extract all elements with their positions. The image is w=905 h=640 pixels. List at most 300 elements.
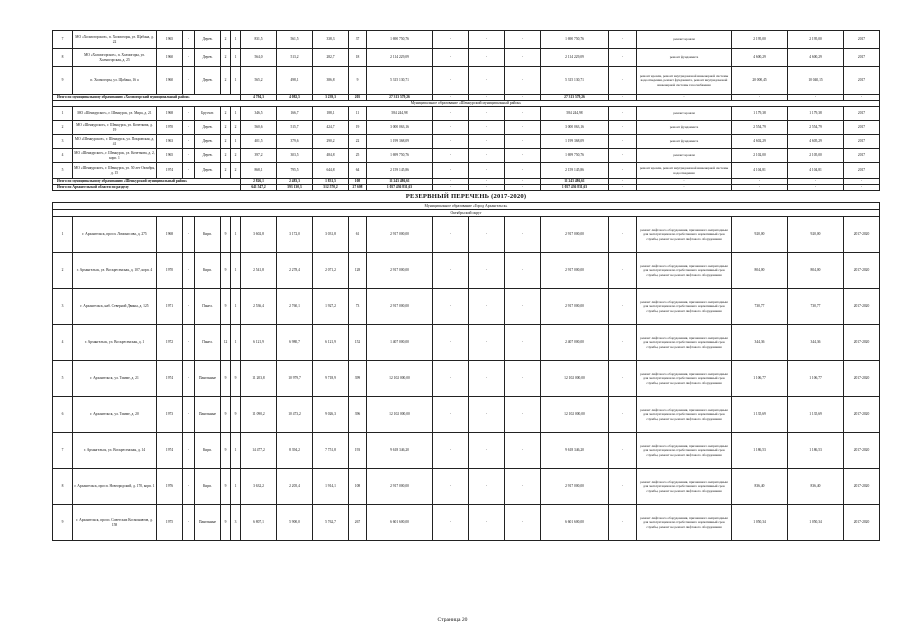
cell-entrances: 2 xyxy=(231,149,241,163)
cell-repair-year: 2017-2020 xyxy=(844,253,880,289)
okrug-title: Октябрьский округ xyxy=(53,210,880,217)
cell-owned-area: 2 071,2 xyxy=(313,253,349,289)
cell-work-type: ремонт лифтового оборудования, признанного непригодным для эксплуатации или отработавшего нормативный срок службы, ремонт не ремонт лифтового оборудования xyxy=(637,325,732,361)
cell-owned-area: 290,2 xyxy=(313,135,349,149)
cell-fund-cost-1: - xyxy=(433,107,469,121)
total-total: 11 243 486,61 xyxy=(541,179,609,185)
cell-row-number: 2 xyxy=(53,121,73,135)
total-c3: - xyxy=(505,179,541,185)
cell-max-unit-cost: 4 605,29 xyxy=(788,135,844,149)
cell-total-cost: 2 917 000,00 xyxy=(541,289,609,325)
cell-work-type: ремонт кровли xyxy=(637,149,732,163)
cell-max-unit-cost: 2 554,79 xyxy=(788,121,844,135)
cell-total-area: 14 477,2 xyxy=(241,433,277,469)
cell-column-17: - xyxy=(609,217,637,253)
cell-unit-cost: 1 186,53 xyxy=(732,433,788,469)
total-label: Итого по муниципальному образованию «Шенкурский муниципальный район» xyxy=(53,179,241,185)
cell-address: МО «Шенкурское», г. Шенкурск, ул. Мира, д. 21 xyxy=(73,107,157,121)
cell-max-unit-cost: 2 195,00 xyxy=(788,31,844,49)
cell-max-unit-cost: 2 105,00 xyxy=(788,149,844,163)
cell-floors: 9 xyxy=(221,217,231,253)
cell-column-4: - xyxy=(183,397,195,433)
cell-column-4: - xyxy=(183,325,195,361)
cell-owned-area: 386,8 xyxy=(313,67,349,95)
total-c1: - xyxy=(433,95,469,101)
cell-address: п. Холмогоры, ул. Щабана, 16 а xyxy=(73,67,157,95)
cell-floors: 9 xyxy=(221,505,231,541)
table-row xyxy=(53,49,880,67)
cell-address: МО «Шенкурское», г. Шенкурск, ул. 50 лет Октября, д. 15 xyxy=(73,163,157,179)
cell-entrances: 1 xyxy=(231,31,241,49)
cell-unit-cost: 4 602,29 xyxy=(732,135,788,149)
cell-wall-material: Панельные xyxy=(195,397,221,433)
cell-repair-year: 2017-2020 xyxy=(844,217,880,253)
cell-floors: 9 xyxy=(221,361,231,397)
cell-max-unit-cost: 836,40 xyxy=(788,469,844,505)
mo-title-row xyxy=(53,203,880,210)
cell-living-area: 2 760,1 xyxy=(277,289,313,325)
cell-owned-area: 6 121,9 xyxy=(313,325,349,361)
cell-work-type: ремонт лифтового оборудования, признанного непригодным для эксплуатации или отработавшего нормативный срок службы, ремонт не ремонт лифтового оборудования xyxy=(637,289,732,325)
cell-repair-year: 2017 xyxy=(844,107,880,121)
cell-max-unit-cost: 1 186,53 xyxy=(788,433,844,469)
cell-repair-year: 2017 xyxy=(844,49,880,67)
cell-fund-cost-2: - xyxy=(469,289,505,325)
cell-column-4: - xyxy=(183,121,195,135)
cell-unit-cost: 20 000,45 xyxy=(732,67,788,95)
cell-residents: 73 xyxy=(349,289,367,325)
cell-total-area: 564,0 xyxy=(241,49,277,67)
cell-residents: 152 xyxy=(349,325,367,361)
cell-fund-cost-2: - xyxy=(469,135,505,149)
cell-owned-area: 338,3 xyxy=(313,31,349,49)
cell-living-area: 3 172,0 xyxy=(277,217,313,253)
cell-row-number: 2 xyxy=(53,253,73,289)
cell-unit-cost: 1 050,34 xyxy=(732,505,788,541)
cell-year-built: 1973 xyxy=(157,397,183,433)
cell-total-cost: 2 917 000,00 xyxy=(541,469,609,505)
total-d: - xyxy=(609,185,637,191)
cell-total-cost: 3 000 063,16 xyxy=(541,121,609,135)
cell-year-built: 1963 xyxy=(157,135,183,149)
cell-column-17: - xyxy=(609,505,637,541)
cell-unit-cost: 1 135,69 xyxy=(732,397,788,433)
cell-row-number: 5 xyxy=(53,163,73,179)
cell-total-cost: 6 601 600,00 xyxy=(541,505,609,541)
cell-fund-cost-1: - xyxy=(433,325,469,361)
cell-entrances: 1 xyxy=(231,107,241,121)
cell-max-unit-cost: 4 104,81 xyxy=(788,163,844,179)
cell-row-number: 5 xyxy=(53,361,73,397)
cell-year-built: 1960 xyxy=(157,67,183,95)
cell-column-17: - xyxy=(609,163,637,179)
cell-unit-cost: 344,36 xyxy=(732,325,788,361)
cell-total-area: 346,5 xyxy=(241,107,277,121)
total-a3: 512 570,2 xyxy=(313,185,349,191)
table-row xyxy=(53,107,880,121)
cell-repair-cost: 2 917 000,00 xyxy=(367,253,433,289)
cell-year-built: 1972 xyxy=(157,325,183,361)
cell-fund-cost-1: - xyxy=(433,121,469,135)
total-c2: - xyxy=(469,179,505,185)
cell-fund-cost-1: - xyxy=(433,253,469,289)
cell-total-area: 6 121,9 xyxy=(241,325,277,361)
cell-work-type: ремонт кровли xyxy=(637,31,732,49)
cell-row-number: 7 xyxy=(53,433,73,469)
cell-total-area: 397,2 xyxy=(241,149,277,163)
total-a2: 2 483,3 xyxy=(277,179,313,185)
cell-wall-material: Дерев. xyxy=(195,163,221,179)
cell-row-number: 3 xyxy=(53,289,73,325)
cell-unit-cost: 730,77 xyxy=(732,289,788,325)
cell-column-17: - xyxy=(609,397,637,433)
cell-residents: 22 xyxy=(349,135,367,149)
total-u2: - xyxy=(788,95,844,101)
cell-repair-cost: 9 618 346,20 xyxy=(367,433,433,469)
cell-fund-cost-2: - xyxy=(469,469,505,505)
cell-fund-cost-1: - xyxy=(433,67,469,95)
cell-owned-area: 5 762,7 xyxy=(313,505,349,541)
cell-year-built: 1970 xyxy=(157,121,183,135)
cell-unit-cost: 836,40 xyxy=(732,469,788,505)
table-row xyxy=(53,253,880,289)
cell-repair-year: 2017-2020 xyxy=(844,433,880,469)
cell-row-number: 6 xyxy=(53,397,73,433)
cell-total-cost: 2 159 145,86 xyxy=(541,163,609,179)
total-work: - xyxy=(637,179,732,185)
total-a3: 1 831,5 xyxy=(313,179,349,185)
cell-fund-cost-3: - xyxy=(505,163,541,179)
table-row xyxy=(53,505,880,541)
cell-fund-cost-2: - xyxy=(469,163,505,179)
table-row xyxy=(53,289,880,325)
total-u1: - xyxy=(732,95,788,101)
total-d: - xyxy=(609,95,637,101)
cell-column-4: - xyxy=(183,31,195,49)
cell-repair-cost: 2 114 229,09 xyxy=(367,49,433,67)
cell-column-4: - xyxy=(183,217,195,253)
cell-living-area: 513,2 xyxy=(277,49,313,67)
cell-fund-cost-3: - xyxy=(505,289,541,325)
cell-fund-cost-2: - xyxy=(469,397,505,433)
total-a3: 3 239,3 xyxy=(313,95,349,101)
cell-repair-cost: 2 917 000,00 xyxy=(367,469,433,505)
cell-work-type: ремонт кровли xyxy=(637,107,732,121)
cell-owned-area: 1 927,2 xyxy=(313,289,349,325)
cell-wall-material: Брусчат. xyxy=(195,107,221,121)
cell-wall-material: Дерев. xyxy=(195,149,221,163)
cell-address: г. Архангельск, ул. Воскресенская, д. 14 xyxy=(73,433,157,469)
cell-total-area: 11 090,2 xyxy=(241,397,277,433)
cell-repair-cost: 12 102 000,00 xyxy=(367,361,433,397)
cell-living-area: 498,1 xyxy=(277,67,313,95)
cell-repair-year: 2017-2020 xyxy=(844,289,880,325)
cell-address: г. Архангельск, ул. Тимме, д. 21 xyxy=(73,361,157,397)
cell-row-number: 7 xyxy=(53,31,73,49)
cell-work-type: ремонт фундамента xyxy=(637,49,732,67)
cell-entrances: 2 xyxy=(231,163,241,179)
cell-repair-cost: 1 199 368,09 xyxy=(367,135,433,149)
cell-living-area: 515,7 xyxy=(277,121,313,135)
cell-living-area: 8 394,2 xyxy=(277,433,313,469)
cell-max-unit-cost: 730,77 xyxy=(788,289,844,325)
table-row xyxy=(53,163,880,179)
cell-unit-cost: 2 554,79 xyxy=(732,121,788,135)
cell-owned-area: 1 914,1 xyxy=(313,469,349,505)
cell-row-number: 1 xyxy=(53,217,73,253)
cell-fund-cost-3: - xyxy=(505,253,541,289)
cell-entrances: 2 xyxy=(231,121,241,135)
cell-owned-area: 644,8 xyxy=(313,163,349,179)
cell-fund-cost-2: - xyxy=(469,505,505,541)
cell-fund-cost-1: - xyxy=(433,397,469,433)
cell-fund-cost-3: - xyxy=(505,121,541,135)
cell-repair-year: 2017-2020 xyxy=(844,361,880,397)
cell-living-area: 2 278,4 xyxy=(277,253,313,289)
page-number: Страница 20 xyxy=(437,617,468,623)
cell-residents: 18 xyxy=(349,49,367,67)
cell-column-4: - xyxy=(183,361,195,397)
cell-work-type: ремонт лифтового оборудования, признанного непригодным для эксплуатации или отработавшего нормативный срок службы, ремонт не ремонт лифтового оборудования xyxy=(637,253,732,289)
cell-living-area: 10 979,7 xyxy=(277,361,313,397)
cell-total-area: 2 541,8 xyxy=(241,253,277,289)
cell-unit-cost: 4 600,29 xyxy=(732,49,788,67)
cell-repair-year: 2017 xyxy=(844,67,880,95)
cell-total-area: 3 632,2 xyxy=(241,469,277,505)
cell-total-area: 3 602,8 xyxy=(241,217,277,253)
cell-wall-material: Панельные xyxy=(195,361,221,397)
total-cost: 11 243 486,61 xyxy=(367,179,433,185)
cell-work-type: ремонт фундамента xyxy=(637,121,732,135)
cell-floors: 2 xyxy=(221,121,231,135)
cell-max-unit-cost: 1 106,77 xyxy=(788,361,844,397)
mo-title: Муниципальное образование «Город Архангельск» xyxy=(53,203,880,210)
total-res: 27 608 xyxy=(349,185,367,191)
cell-fund-cost-1: - xyxy=(433,289,469,325)
reserve-title-row xyxy=(53,191,880,203)
cell-repair-cost: 1 699 750,76 xyxy=(367,149,433,163)
total-u2: - xyxy=(788,185,844,191)
cell-fund-cost-3: - xyxy=(505,49,541,67)
table-row xyxy=(53,67,880,95)
cell-total-cost: 9 618 346,20 xyxy=(541,433,609,469)
cell-fund-cost-3: - xyxy=(505,397,541,433)
cell-total-cost: 12 102 000,00 xyxy=(541,397,609,433)
cell-repair-year: 2017 xyxy=(844,163,880,179)
cell-fund-cost-3: - xyxy=(505,469,541,505)
cell-repair-cost: 2 159 145,86 xyxy=(367,163,433,179)
total-yr: - xyxy=(844,95,880,101)
total-cost: 27 313 579,26 xyxy=(367,95,433,101)
cell-unit-cost: 2 195,00 xyxy=(732,31,788,49)
cell-living-area: 6 980,7 xyxy=(277,325,313,361)
cell-entrances: 1 xyxy=(231,217,241,253)
cell-living-area: 303,5 xyxy=(277,149,313,163)
cell-column-4: - xyxy=(183,135,195,149)
cell-total-area: 2 536,4 xyxy=(241,289,277,325)
cell-work-type: ремонт кровли, ремонт внутридомовой инженерной системы водоотведения xyxy=(637,163,732,179)
cell-row-number: 3 xyxy=(53,135,73,149)
cell-repair-cost: 3 000 063,16 xyxy=(367,121,433,135)
total-a2: 4 082,5 xyxy=(277,95,313,101)
cell-wall-material: Дерев. xyxy=(195,121,221,135)
cell-wall-material: Кирп. xyxy=(195,469,221,505)
cell-repair-cost: 2 917 000,00 xyxy=(367,217,433,253)
cell-fund-cost-3: - xyxy=(505,107,541,121)
cell-total-cost: 2 114 229,09 xyxy=(541,49,609,67)
cell-owned-area: 9 718,9 xyxy=(313,361,349,397)
cell-fund-cost-1: - xyxy=(433,469,469,505)
cell-row-number: 4 xyxy=(53,325,73,361)
cell-fund-cost-1: - xyxy=(433,217,469,253)
cell-repair-cost: 5 315 130,71 xyxy=(367,67,433,95)
total-label: Итого по муниципальному образованию «Холмогорский муниципальный район» xyxy=(53,95,241,101)
cell-year-built: 1970 xyxy=(157,253,183,289)
total-yr: - xyxy=(844,185,880,191)
total-d: - xyxy=(609,179,637,185)
cell-owned-area: 282,7 xyxy=(313,49,349,67)
cell-fund-cost-2: - xyxy=(469,49,505,67)
total-a1: 2 826,1 xyxy=(241,179,277,185)
cell-floors: 2 xyxy=(221,67,231,95)
cell-fund-cost-1: - xyxy=(433,149,469,163)
cell-fund-cost-2: - xyxy=(469,121,505,135)
cell-owned-area: 484,8 xyxy=(313,149,349,163)
cell-fund-cost-2: - xyxy=(469,217,505,253)
cell-living-area: 10 473,2 xyxy=(277,397,313,433)
cell-address: г. Архангельск, ул. Воскресенская, д. 1 xyxy=(73,325,157,361)
cell-fund-cost-2: - xyxy=(469,67,505,95)
cell-column-4: - xyxy=(183,149,195,163)
cell-entrances: 1 xyxy=(231,253,241,289)
cell-total-cost: 1 699 750,76 xyxy=(541,149,609,163)
cell-repair-year: 2017-2020 xyxy=(844,397,880,433)
total-work: - xyxy=(637,95,732,101)
total-a1: 641 547,2 xyxy=(241,185,277,191)
cell-fund-cost-2: - xyxy=(469,325,505,361)
cell-max-unit-cost: 804,00 xyxy=(788,253,844,289)
cell-owned-area: 188,1 xyxy=(313,107,349,121)
cell-fund-cost-1: - xyxy=(433,135,469,149)
cell-repair-cost: 584 244,98 xyxy=(367,107,433,121)
cell-unit-cost: 920,00 xyxy=(732,217,788,253)
cell-year-built: 1974 xyxy=(157,163,183,179)
cell-column-17: - xyxy=(609,67,637,95)
cell-total-area: 868,1 xyxy=(241,163,277,179)
cell-column-4: - xyxy=(183,469,195,505)
cell-fund-cost-3: - xyxy=(505,149,541,163)
cell-address: г. Архангельск, просп. Ломоносова, д. 275 xyxy=(73,217,157,253)
cell-address: МО «Шенкурское», г. Шенкурск, ул. Покровская, д. 41 xyxy=(73,135,157,149)
cell-repair-cost: 6 601 600,00 xyxy=(367,505,433,541)
cell-living-area: 379,6 xyxy=(277,135,313,149)
cell-max-unit-cost: 1 050,34 xyxy=(788,505,844,541)
table-row xyxy=(53,397,880,433)
cell-wall-material: Кирп. xyxy=(195,433,221,469)
cell-residents: 61 xyxy=(349,217,367,253)
cell-entrances: 1 xyxy=(231,469,241,505)
total-total: 27 313 579,26 xyxy=(541,95,609,101)
cell-address: МО «Шенкурское», г. Шенкурск, ул. Кочеткова, д. 19 xyxy=(73,121,157,135)
total-c1: - xyxy=(433,179,469,185)
district-title: Муниципальное образование «Шенкурский муниципальный район» xyxy=(53,101,880,107)
cell-unit-cost: 1 179,38 xyxy=(732,107,788,121)
cell-max-unit-cost: 4 600,29 xyxy=(788,49,844,67)
cell-wall-material: Дерев. xyxy=(195,49,221,67)
cell-floors: 2 xyxy=(221,107,231,121)
cell-fund-cost-1: - xyxy=(433,49,469,67)
cell-total-area: 401,5 xyxy=(241,135,277,149)
cell-entrances: 1 xyxy=(231,433,241,469)
cell-floors: 12 xyxy=(221,325,231,361)
cell-fund-cost-3: - xyxy=(505,31,541,49)
cell-repair-year: 2017 xyxy=(844,31,880,49)
cell-floors: 9 xyxy=(221,433,231,469)
total-u2: - xyxy=(788,179,844,185)
cell-total-area: 831,5 xyxy=(241,31,277,49)
cell-residents: 11 xyxy=(349,107,367,121)
cell-entrances: 9 xyxy=(231,397,241,433)
cell-work-type: ремонт лифтового оборудования, признанного непригодным для эксплуатации или отработавшего нормативный срок службы, ремонт не ремонт лифтового оборудования xyxy=(637,505,732,541)
cell-fund-cost-3: - xyxy=(505,505,541,541)
cell-column-4: - xyxy=(183,163,195,179)
cell-residents: 193 xyxy=(349,433,367,469)
cell-repair-year: 2017 xyxy=(844,121,880,135)
cell-owned-area: 9 026,3 xyxy=(313,397,349,433)
cell-wall-material: Дерев. xyxy=(195,31,221,49)
cell-row-number: 1 xyxy=(53,107,73,121)
cell-living-area: 166,7 xyxy=(277,107,313,121)
cell-column-17: - xyxy=(609,289,637,325)
cell-residents: 64 xyxy=(349,163,367,179)
cell-floors: 2 xyxy=(221,49,231,67)
cell-entrances: 1 xyxy=(231,49,241,67)
cell-max-unit-cost: 920,00 xyxy=(788,217,844,253)
cell-fund-cost-3: - xyxy=(505,325,541,361)
cell-total-cost: 2 917 000,00 xyxy=(541,217,609,253)
cell-residents: 396 xyxy=(349,397,367,433)
cell-year-built: 1968 xyxy=(157,107,183,121)
cell-total-cost: 12 102 000,00 xyxy=(541,361,609,397)
cell-total-cost: 2 407 000,00 xyxy=(541,325,609,361)
cell-repair-year: 2017-2020 xyxy=(844,505,880,541)
cell-total-area: 6 807,1 xyxy=(241,505,277,541)
cell-total-cost: 1 690 750,76 xyxy=(541,31,609,49)
cell-column-4: - xyxy=(183,505,195,541)
cell-column-4: - xyxy=(183,433,195,469)
cell-fund-cost-1: - xyxy=(433,361,469,397)
table-row xyxy=(53,433,880,469)
cell-fund-cost-2: - xyxy=(469,149,505,163)
cell-work-type: ремонт лифтового оборудования, признанного непригодным для эксплуатации или отработавшего нормативный срок службы, ремонт не ремонт лифтового оборудования xyxy=(637,361,732,397)
cell-column-17: - xyxy=(609,107,637,121)
cell-repair-cost: 12 102 000,00 xyxy=(367,397,433,433)
cell-work-type: ремонт лифтового оборудования, признанного непригодным для эксплуатации или отработавшего нормативный срок службы, ремонт не ремонт лифтового оборудования xyxy=(637,217,732,253)
cell-address: г. Архангельск, просп. Советских Космонавтов, д. 158 xyxy=(73,505,157,541)
total-label: Итого по Архангельской области по разделу xyxy=(53,185,241,191)
total-u1: - xyxy=(732,185,788,191)
cell-column-4: - xyxy=(183,253,195,289)
cell-max-unit-cost: 344,36 xyxy=(788,325,844,361)
cell-work-type: ремонт лифтового оборудования, признанного непригодным для эксплуатации или отработавшего нормативный срок службы, ремонт не ремонт лифтового оборудования xyxy=(637,469,732,505)
cell-repair-cost: 1 690 750,76 xyxy=(367,31,433,49)
cell-column-17: - xyxy=(609,469,637,505)
total-cost: 1 057 436 831,63 xyxy=(367,185,433,191)
capital-repair-table xyxy=(52,30,880,541)
cell-floors: 9 xyxy=(221,289,231,325)
cell-total-area: 565,2 xyxy=(241,67,277,95)
cell-living-area: 795,5 xyxy=(277,163,313,179)
